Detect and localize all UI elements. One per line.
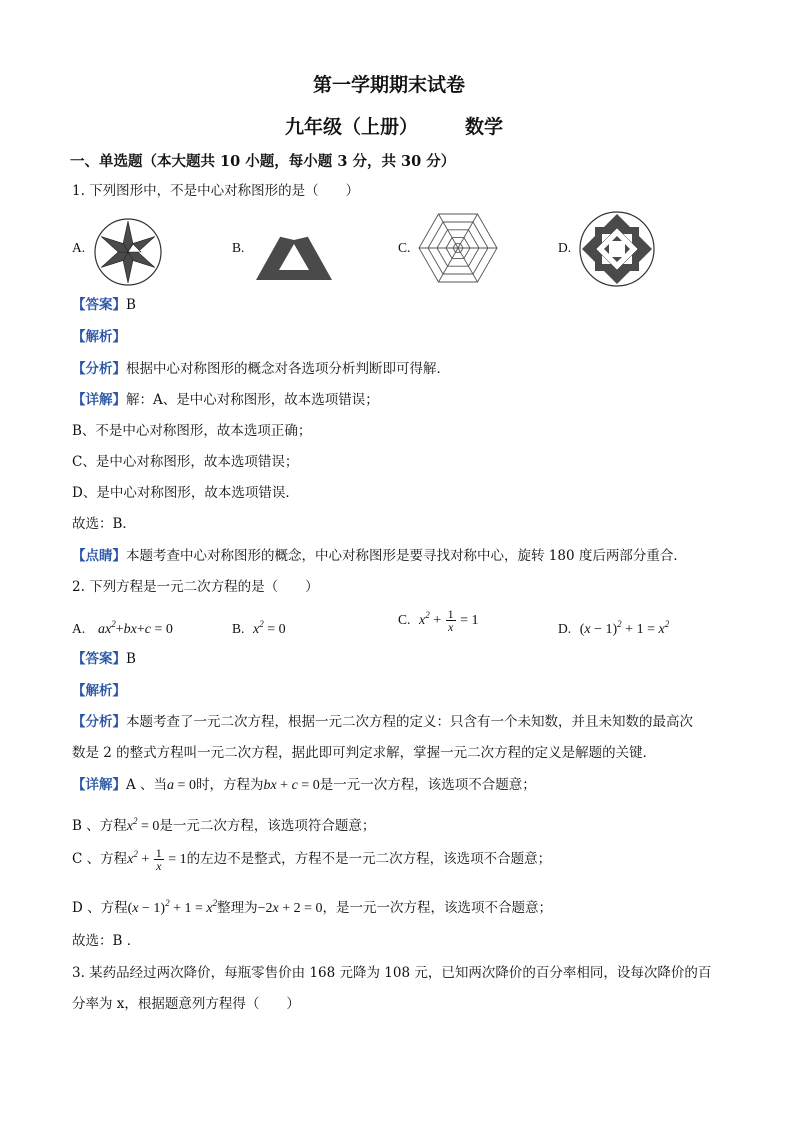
- q1-option-c-label: C.: [398, 240, 411, 255]
- q1-option-a-label: A.: [72, 240, 86, 255]
- fenxi-text: 根据中心对称图形的概念对各选项分析判断即可得解．: [126, 361, 450, 377]
- q1-option-c-figure: [418, 212, 498, 284]
- q2-xiangjie-c: [72, 845, 551, 872]
- xiangjie-b-post: 是一元二次方程，该选项符合题意；: [159, 818, 376, 834]
- xiangjie-c-pre: C 、方程: [72, 851, 128, 867]
- q2-guxuan: 故选：B ．: [72, 933, 141, 949]
- q2-jiexi-tag: 【解析】: [72, 683, 126, 699]
- q2-option-b-label: B.: [232, 621, 245, 636]
- q1-xiangjie: [72, 391, 379, 409]
- answer-value: B: [126, 651, 136, 667]
- fenxi-tag: 【分析】: [72, 714, 126, 730]
- xiangjie-d-post: ，是一元一次方程，该选项不合题意；: [322, 900, 553, 916]
- q2-fenxi-line1: [72, 713, 693, 731]
- fenxi-tag: 【分析】: [72, 361, 126, 377]
- q2-option-d-formula: $(x - 1)^2 + 1 = x^2$: [579, 619, 670, 637]
- formula-d-simplified: −2x + 2 = 0: [257, 901, 323, 916]
- dianjing-tag: 【点睛】: [72, 548, 126, 564]
- formula-d-original: $(x - 1)^2 + 1 = x^2$: [127, 898, 218, 916]
- q2-option-a: [72, 615, 173, 639]
- q2-stem: 2. 下列方程是一元二次方程的是（ ）: [72, 579, 319, 595]
- q2-xiangjie-d: [72, 894, 552, 918]
- q2-option-d-label: D.: [558, 621, 572, 636]
- q1-fenxi: [72, 360, 450, 378]
- q1-line-c: C、是中心对称图形，故本选项错误；: [72, 454, 299, 470]
- q2-option-a-label: A.: [72, 621, 86, 636]
- q1-option-d-figure: [578, 210, 656, 288]
- q2-fenxi-line2: 数是 2 的整式方程叫一元二次方程，据此即可判定求解，掌握一元二次方程的定义是解题的关键．: [72, 745, 657, 761]
- q1-option-d-label: D.: [558, 240, 572, 255]
- q2-option-c-formula: $x^2$ + $\frac{1}{x}$ = 1: [418, 607, 479, 635]
- q1-jiexi-tag: 【解析】: [72, 329, 126, 345]
- fenxi-text: 本题考查了一元二次方程，根据一元二次方程的定义：只含有一个未知数，并且未知数的最高次: [126, 714, 693, 730]
- grade-label: 九年级（上册）: [285, 116, 419, 138]
- answer-tag: 【答案】: [72, 651, 126, 667]
- q1-line-b: B、不是中心对称图形，故本选项正确；: [72, 423, 312, 439]
- xiangjie-d-pre: D 、方程: [72, 900, 128, 916]
- xiangjie-d-mid: 整理为: [217, 900, 258, 916]
- page-title: 第一学期期末试卷: [313, 74, 466, 96]
- answer-value: B: [126, 297, 136, 313]
- q2-answer: [72, 650, 136, 668]
- answer-tag: 【答案】: [72, 297, 126, 313]
- xiangjie-a-mid: 时，方程为: [195, 777, 264, 793]
- q2-option-c-label: C.: [398, 612, 411, 627]
- q2-xiangjie-b: [72, 812, 375, 836]
- q1-dianjing: [72, 547, 687, 565]
- dianjing-text: 本题考查中心对称图形的概念，中心对称图形是要寻找对称中心，旋转 180 度后两部分重合．: [126, 548, 687, 564]
- subject-label: 数学: [465, 116, 504, 138]
- formula-a-eq-0: a = 0: [167, 778, 196, 793]
- q1-option-b-label: B.: [232, 240, 245, 255]
- q1-option-b-figure: [254, 210, 334, 282]
- xiangjie-b-pre: B 、方程: [72, 818, 127, 834]
- q3-stem-line1: 3. 某药品经过两次降价，每瓶零售价由 168 元降为 108 元，已知两次降价的百分率相同，设每次降价的百: [72, 965, 712, 981]
- q1-option-a-figure: [92, 216, 164, 288]
- xiangjie-a-pre: A 、当: [126, 777, 168, 793]
- xiangjie-a-post: 是一元一次方程，该选项不合题意；: [319, 777, 536, 793]
- formula-bx-c: bx + c = 0: [263, 778, 320, 793]
- q2-option-b-formula: $x^2 = 0$: [252, 619, 286, 637]
- xiangjie-text: 解：A、是中心对称图形，故本选项错误；: [126, 392, 379, 408]
- q3-stem-line2: 分率为 x，根据题意列方程得（ ）: [72, 996, 300, 1012]
- q1-line-d: D、是中心对称图形，故本选项错误．: [72, 485, 299, 501]
- xiangjie-tag: 【详解】: [72, 777, 126, 793]
- xiangjie-c-post: 的左边不是整式，方程不是一元二次方程，该选项不合题意；: [186, 851, 552, 867]
- q1-answer: [72, 296, 136, 314]
- q2-option-c: [398, 606, 479, 633]
- q2-xiangjie-a: [72, 776, 536, 795]
- q2-option-d: [558, 615, 669, 639]
- q1-stem: 1. 下列图形中，不是中心对称图形的是（ ）: [72, 183, 360, 199]
- formula-x2-eq-0: $x^2 = 0$: [126, 816, 160, 834]
- section-heading: 一、单选题（本大题共 10 小题，每小题 3 分，共 30 分）: [70, 153, 456, 170]
- formula-x2-plus-1-over-x: $x^2$ + $\frac{1}{x}$ = 1: [127, 846, 187, 874]
- xiangjie-tag: 【详解】: [72, 392, 126, 408]
- q2-option-a-formula: $ax^2+bx+c = 0$: [98, 619, 173, 637]
- q2-option-b: [232, 615, 286, 639]
- q1-guxuan: 故选：B．: [72, 516, 136, 532]
